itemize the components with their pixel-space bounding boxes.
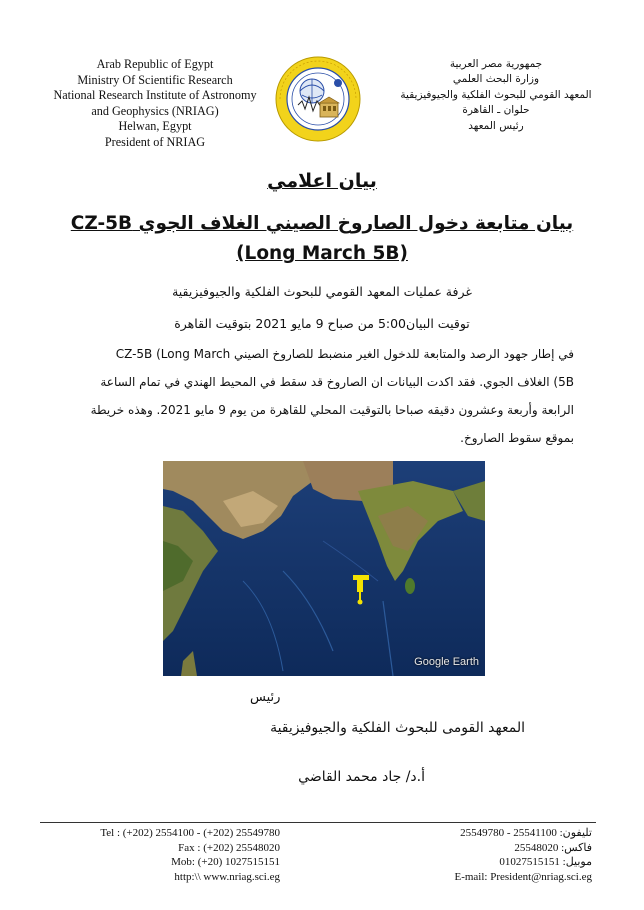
signature-role: رئيس — [250, 690, 281, 705]
header-arabic-line: المعهد القومي للبحوث الفلكية والجيوفيزيقية — [400, 88, 592, 101]
header-english-line: and Geophysics (NRIAG) — [91, 103, 219, 118]
map-watermark: Google Earth — [414, 656, 479, 668]
document-subtitle: بيان متابعة دخول الصاروخ الصيني الغلاف الجوي CZ-5B (Long March 5B) — [70, 213, 574, 264]
header-arabic-line: وزارة البحث العلمي — [452, 73, 540, 86]
document-title: بيان اعلامي — [267, 170, 377, 192]
footer-website-link[interactable]: http:\\ www.nriag.sci.eg — [174, 870, 280, 883]
statement-paragraph — [70, 340, 574, 452]
header-english — [40, 57, 270, 151]
header-english-line: Ministry Of Scientific Research — [77, 72, 233, 87]
header-english-line: President of NRIAG — [104, 134, 206, 149]
impact-map — [163, 461, 485, 676]
footer-line: موبيل: 01027515151 — [499, 856, 592, 868]
paragraph-line: الرابعة وأربعة وعشرون دقيقه صباحا بالتوقيت المحلي للقاهرة من يوم 9 مايو 2021. وهذه خريطة — [90, 403, 574, 417]
signature-name: أ.د/ جاد محمد القاضي — [298, 769, 425, 785]
footer-line: Mob: (+20) 1027515151 — [171, 856, 280, 868]
header-english-line: Helwan, Egypt — [118, 119, 192, 134]
header-arabic-line: رئيس المعهد — [468, 119, 524, 132]
header-arabic-line: حلوان ـ القاهرة — [462, 104, 530, 117]
signature-institute: المعهد القومى للبحوث الفلكية والجيوفيزيقية — [270, 720, 525, 736]
footer-contact-arabic — [440, 826, 592, 884]
footer-line: Tel : (+202) 2554100 - (+202) 25549780 — [100, 827, 280, 839]
operations-room-line: غرفة عمليات المعهد القومي للبحوث الفلكية والجيوفيزيقية — [172, 284, 472, 299]
footer-line: فاكس: 25548020 — [514, 841, 592, 854]
header-english-line: National Research Institute of Astronomy — [53, 88, 257, 103]
header-english-line: Arab Republic of Egypt — [96, 57, 214, 71]
footer-contact-english — [60, 826, 280, 884]
footer-divider — [40, 822, 596, 823]
header-arabic-line: جمهورية مصر العربية — [449, 58, 543, 70]
footer-email-link[interactable]: E-mail: President@nriag.sci.eg — [454, 870, 592, 883]
footer-line: Fax : (+202) 25548020 — [178, 841, 280, 854]
header-arabic — [396, 57, 596, 134]
footer-line: تليفون: 25541100 - 25549780 — [460, 827, 592, 839]
paragraph-line: بموقع سقوط الصاروخ. — [460, 431, 574, 445]
nriag-logo — [272, 55, 364, 143]
paragraph-line: في إطار جهود الرصد والمتابعة للدخول الغير منضبط للصاروخ الصيني CZ-5B (Long March — [115, 347, 574, 361]
statement-time-line: توقيت البيان5:00 من صباح 9 مايو 2021 بتوقيت القاهرة — [174, 316, 470, 331]
map-graphic — [163, 461, 485, 676]
paragraph-line: 5B) الغلاف الجوي. فقد اكدت البيانات ان الصاروخ قد سقط في المحيط الهندي في تمام الساعة — [100, 375, 574, 389]
